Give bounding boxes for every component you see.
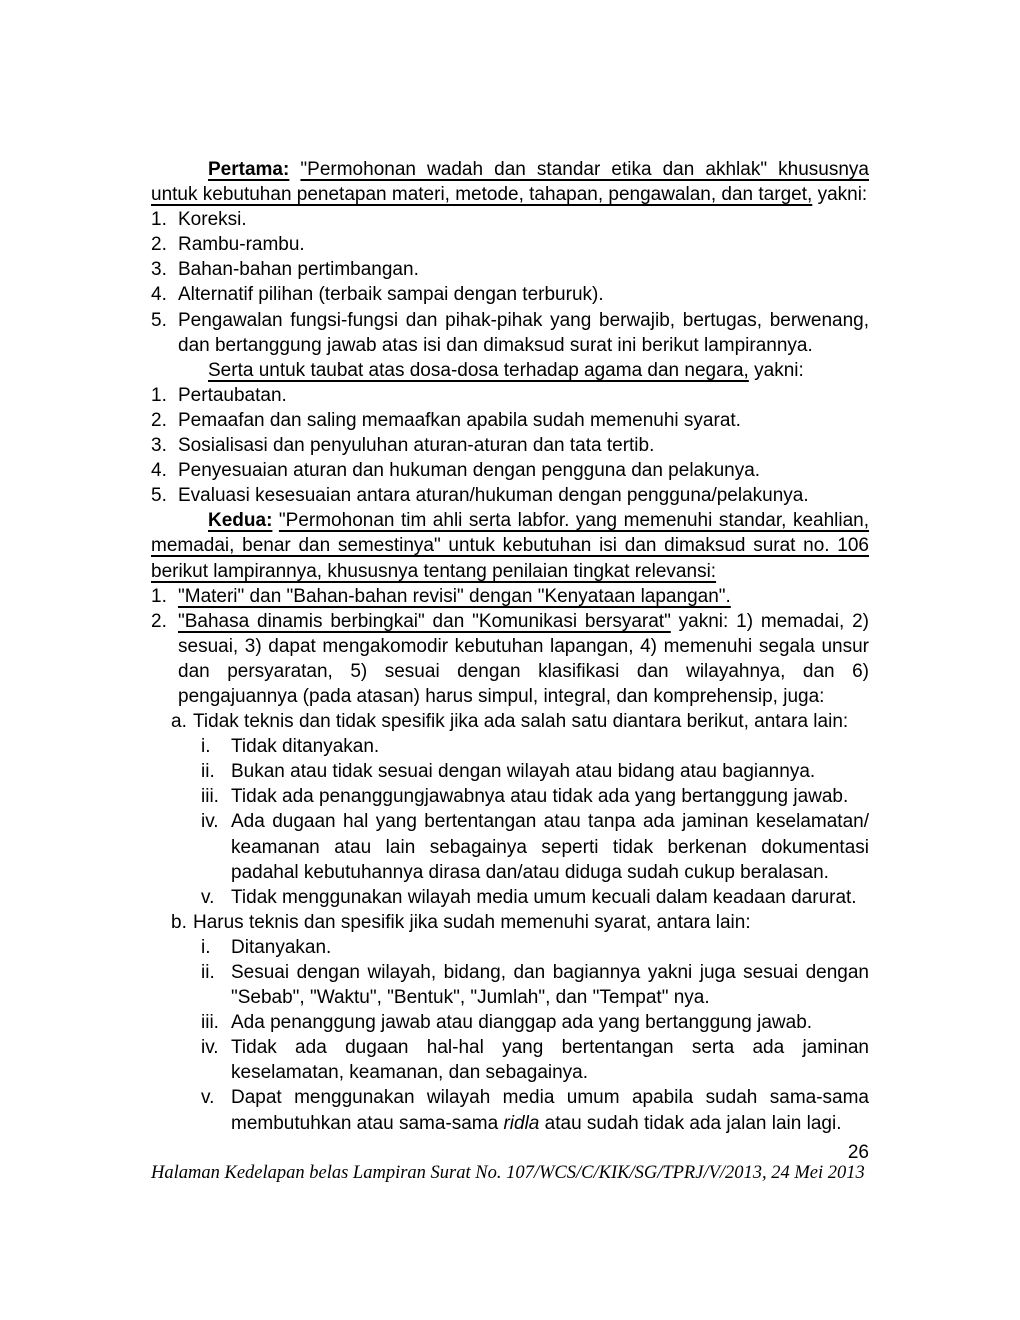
item2-tail-text: yakni: 1) memadai, 2) sesuai, 3) dapat mengakomodir kebutuhan lapangan, 4) memenuhi segala unsur dan persyaratan, 5) sesuai dengan klasifikasi dan wilayahnya, dan 6) pengajuannya (pada atasan) harus simpul, integral, dan komprehensip, juga: — [178, 610, 870, 707]
list-item — [201, 935, 869, 960]
list-marker: i. — [201, 736, 211, 758]
list-marker: b. — [171, 911, 187, 933]
list-marker: 3. — [151, 435, 167, 457]
list-item-text — [178, 609, 869, 709]
pertama-heading: Pertama: — [208, 159, 290, 180]
list-item-text: Ada dugaan hal yang bertentangan atau tanpa ada jaminan keselamatan/ keamanan atau lain sebagainya seperti tidak berkenan dokumentasi padahal kebutuhannya dirasa dan/atau diduga sudah cukup beralasan. — [231, 811, 869, 883]
list-marker: iii. — [201, 786, 219, 808]
list-item-text: Ditanyakan. — [231, 936, 332, 958]
list-item — [151, 433, 869, 458]
list-marker: 4. — [151, 284, 167, 306]
list-item-text: Tidak ada penanggungjawabnya atau tidak ada yang bertanggung jawab. — [231, 786, 849, 808]
list-item — [151, 257, 869, 282]
footer-caption: Halaman Kedelapan belas Lampiran Surat No. 107/WCS/C/KIK/SG/TPRJ/V/2013, 24 Mei 2013 — [151, 1163, 865, 1183]
list-item-text: Rambu-rambu. — [178, 234, 305, 256]
list-item — [151, 232, 869, 257]
list-item-text: Evaluasi kesesuaian antara aturan/hukuman dengan pengguna/pelakunya. — [178, 485, 809, 507]
page-number: 26 — [847, 1142, 869, 1163]
list-item-text: Ada penanggung jawab atau dianggap ada yang bertanggung jawab. — [231, 1012, 813, 1034]
kedua-heading: Kedua: — [208, 510, 273, 532]
list-item — [151, 458, 869, 483]
list-marker: 2. — [151, 610, 167, 632]
list-item — [201, 734, 869, 759]
list-item-text: Harus teknis dan spesifik jika sudah memenuhi syarat, antara lain: — [193, 911, 751, 933]
list-item — [201, 1085, 869, 1135]
list-marker: 2. — [151, 409, 167, 431]
item2-underlined-text: "Bahasa dinamis berbingkai" dan "Komunikasi bersyarat" — [178, 610, 671, 632]
list-item-text: Koreksi. — [178, 209, 247, 231]
list-item-text: Tidak ditanyakan. — [231, 736, 380, 758]
list-item-text: Sosialisasi dan penyuluhan aturan-aturan dan tata tertib. — [178, 435, 655, 457]
paragraph-pertama — [151, 157, 869, 207]
list-item — [201, 885, 869, 910]
list-marker: v. — [201, 886, 215, 908]
paragraph-kedua — [151, 508, 869, 583]
list-item — [171, 910, 869, 935]
list-marker: ii. — [201, 761, 215, 783]
ridla-italic-text: ridla — [503, 1112, 540, 1134]
list-marker: 5. — [151, 309, 167, 331]
pertama-underlined-text: "Permohonan wadah dan standar etika dan akhlak" khususnya untuk kebutuhan penetapan materi, metode, tahapan, pengawalan, dan target, — [151, 159, 869, 206]
list-item-text: Alternatif pilihan (terbaik sampai dengan terburuk). — [178, 284, 604, 306]
item-v-pre-text: Dapat menggunakan wilayah media umum apabila sudah sama-sama membutuhkan atau sama-sama — [231, 1087, 869, 1134]
list-item — [171, 709, 869, 734]
list-item-text: Tidak menggunakan wilayah media umum kecuali dalam keadaan darurat. — [231, 886, 857, 908]
list-item — [201, 960, 869, 1010]
list-item — [201, 1010, 869, 1035]
serta-underlined-text: Serta untuk taubat atas dosa-dosa terhadap agama dan negara, — [208, 359, 749, 381]
pertama-tail-text: yakni: — [817, 184, 868, 206]
kedua-underlined-text: "Permohonan tim ahli serta labfor. yang memenuhi standar, keahlian, memadai, benar dan semestinya" untuk kebutuhan isi dan dimaksud surat no. 106 berikut lampirannya, khususnya tentang penilaian tingkat relevansi: — [151, 510, 869, 582]
list-marker: iv. — [201, 811, 219, 833]
list-item-text: Bahan-bahan pertimbangan. — [178, 259, 419, 281]
list-item-text: Pengawalan fungsi-fungsi dan pihak-pihak yang berwajib, bertugas, berwenang, dan bertanggung jawab atas isi dan dimaksud surat ini berikut lampirannya. — [178, 309, 869, 356]
list-item — [151, 584, 869, 609]
list-item — [151, 308, 869, 358]
serta-tail-text: yakni: — [754, 359, 804, 381]
list-item-text: Penyesuaian aturan dan hukuman dengan pengguna dan pelakunya. — [178, 460, 761, 482]
list-item — [151, 408, 869, 433]
list-marker: 1. — [151, 384, 167, 406]
list-item-text — [231, 1085, 869, 1135]
list-item-text: Tidak ada dugaan hal-hal yang bertentangan serta ada jaminan keselamatan, keamanan, dan sebagainya. — [231, 1037, 869, 1084]
list-item — [151, 609, 869, 709]
list-marker: v. — [201, 1087, 215, 1109]
list-marker: a. — [171, 711, 187, 733]
list-item — [201, 759, 869, 784]
list-item — [151, 483, 869, 508]
list-item — [151, 282, 869, 307]
list-item — [201, 784, 869, 809]
list-marker: 1. — [151, 585, 167, 607]
document-body — [151, 157, 869, 1136]
list-marker: 1. — [151, 209, 167, 231]
list-item-text: "Materi" dan "Bahan-bahan revisi" dengan "Kenyataan lapangan". — [178, 585, 731, 607]
list-item — [201, 1035, 869, 1085]
paragraph-serta — [151, 358, 869, 383]
list-item-text: Bukan atau tidak sesuai dengan wilayah atau bidang atau bagiannya. — [231, 761, 816, 783]
list-marker: ii. — [201, 962, 215, 983]
list-marker: 4. — [151, 460, 167, 482]
list-marker: 2. — [151, 234, 167, 256]
list-marker: i. — [201, 936, 211, 958]
list-item-text: Pertaubatan. — [178, 384, 287, 406]
list-item-text: Tidak teknis dan tidak spesifik jika ada salah satu diantara berikut, antara lain: — [193, 711, 849, 733]
item-v-post-text: atau sudah tidak ada jalan lain lagi. — [539, 1112, 842, 1134]
list-marker: iv. — [201, 1037, 219, 1059]
list-marker: 5. — [151, 485, 167, 507]
list-item — [201, 809, 869, 884]
list-marker: 3. — [151, 259, 167, 281]
list-marker: iii. — [201, 1012, 219, 1034]
list-item-text: Pemaafan dan saling memaafkan apabila sudah memenuhi syarat. — [178, 409, 741, 431]
list-item — [151, 207, 869, 232]
list-item — [151, 383, 869, 408]
list-item-text: Sesuai dengan wilayah, bidang, dan bagiannya yakni juga sesuai dengan "Sebab", "Waktu", "Bentuk", "Jumlah", dan "Tempat" nya. — [231, 962, 869, 1009]
